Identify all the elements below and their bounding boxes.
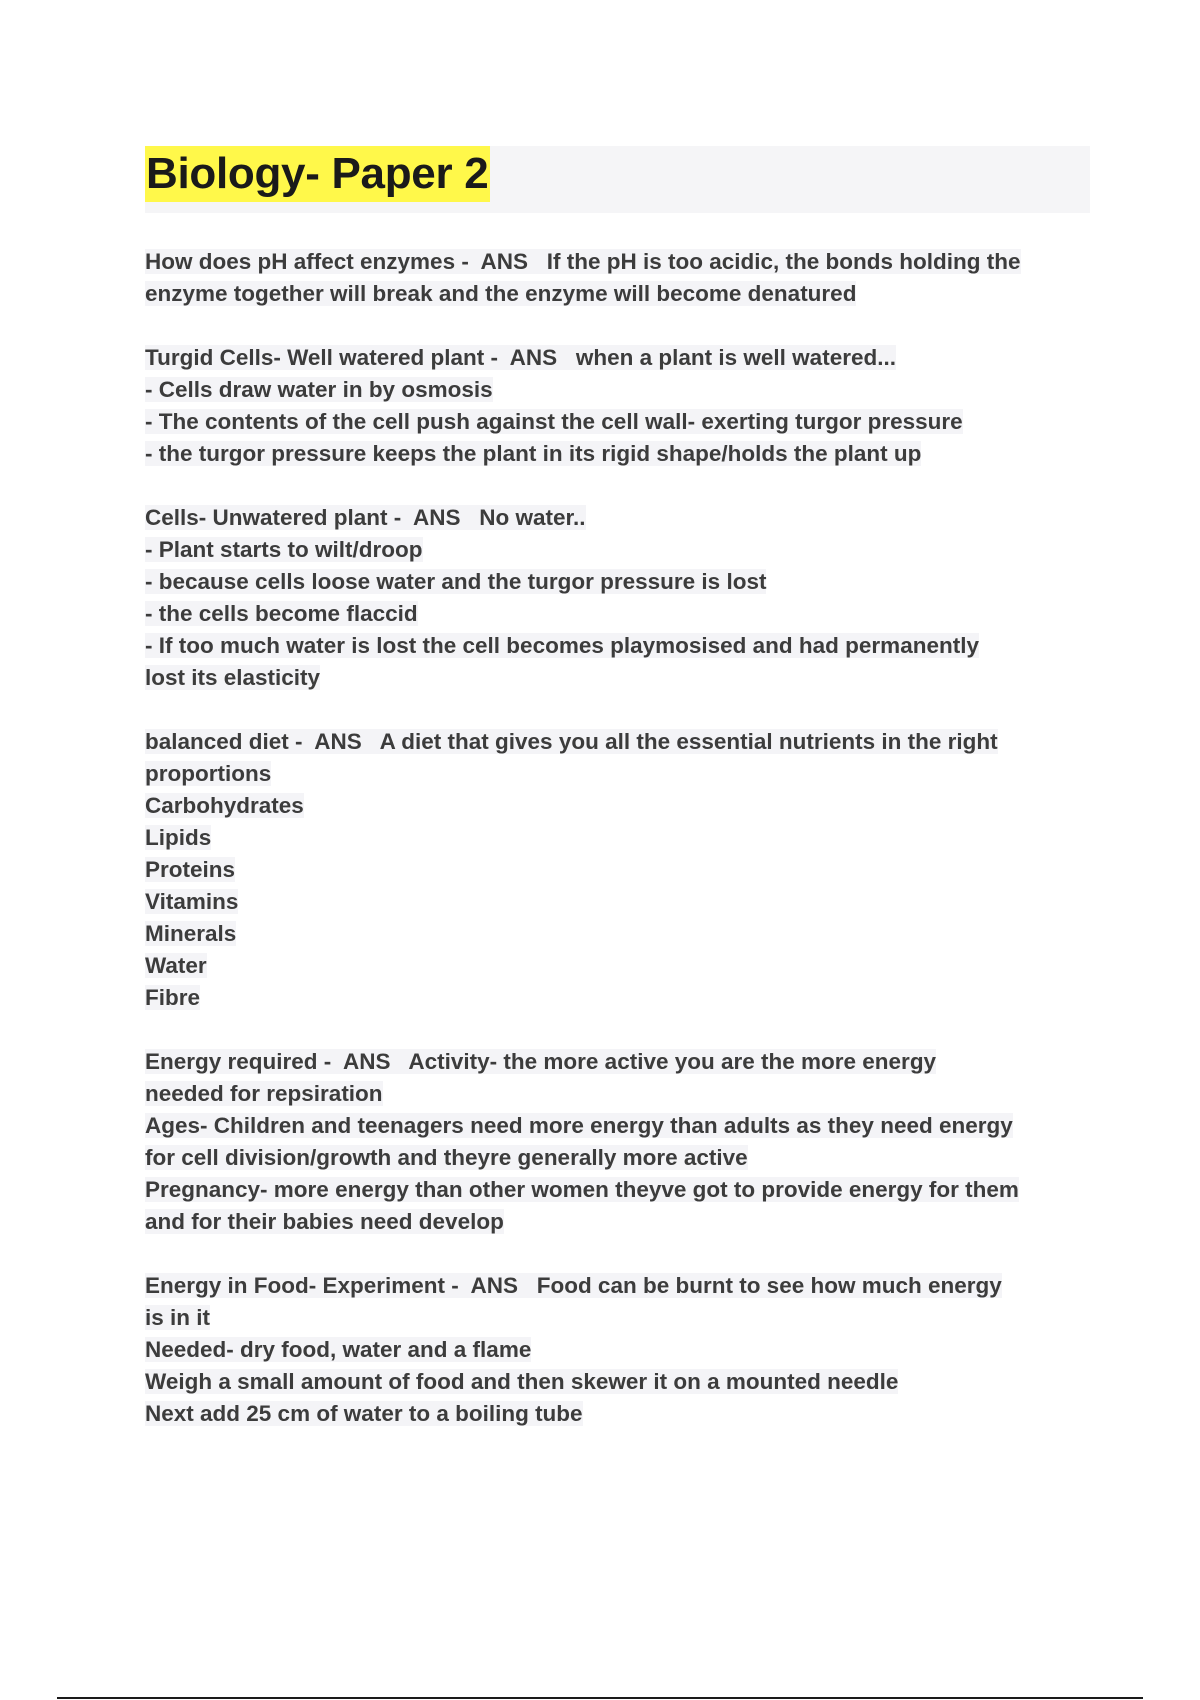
qa-line: balanced diet - ANS A diet that gives you all the essential nutrients in the right	[145, 729, 998, 754]
page-title: Biology- Paper 2	[145, 146, 490, 202]
qa-line: Minerals	[145, 921, 237, 946]
qa-line: Water	[145, 953, 207, 978]
qa-line: Cells- Unwatered plant - ANS No water..	[145, 505, 586, 530]
qa-line: How does pH affect enzymes - ANS If the pH is too acidic, the bonds holding the	[145, 249, 1021, 274]
page-bottom-rule	[57, 1697, 1143, 1699]
qa-line: Next add 25 cm of water to a boiling tube	[145, 1401, 583, 1426]
qa-block	[145, 342, 1095, 470]
qa-line: - Plant starts to wilt/droop	[145, 537, 423, 562]
qa-line: Energy in Food- Experiment - ANS Food can be burnt to see how much energy	[145, 1273, 1002, 1298]
qa-line: Proteins	[145, 857, 236, 882]
qa-line: for cell division/growth and theyre generally more active	[145, 1145, 748, 1170]
qa-line: proportions	[145, 761, 272, 786]
qa-line: - because cells loose water and the turgor pressure is lost	[145, 569, 767, 594]
qa-line: - the turgor pressure keeps the plant in its rigid shape/holds the plant up	[145, 441, 922, 466]
qa-line: Energy required - ANS Activity- the more active you are the more energy	[145, 1049, 937, 1074]
qa-block	[145, 502, 1095, 694]
qa-line: Carbohydrates	[145, 793, 304, 818]
qa-line: Lipids	[145, 825, 212, 850]
qa-line: Ages- Children and teenagers need more energy than adults as they need energy	[145, 1113, 1013, 1138]
qa-line: - If too much water is lost the cell becomes playmosised and had permanently	[145, 633, 979, 658]
qa-content	[145, 246, 1095, 1462]
qa-line: lost its elasticity	[145, 665, 321, 690]
qa-line: and for their babies need develop	[145, 1209, 504, 1234]
qa-line: - Cells draw water in by osmosis	[145, 377, 493, 402]
qa-line: needed for repsiration	[145, 1081, 383, 1106]
qa-line: Vitamins	[145, 889, 239, 914]
qa-line: Weigh a small amount of food and then skewer it on a mounted needle	[145, 1369, 899, 1394]
qa-line: is in it	[145, 1305, 211, 1330]
qa-line: enzyme together will break and the enzyme will become denatured	[145, 281, 857, 306]
qa-block	[145, 1046, 1095, 1238]
qa-line: Needed- dry food, water and a flame	[145, 1337, 532, 1362]
qa-block	[145, 726, 1095, 1014]
qa-block	[145, 1270, 1095, 1430]
qa-line: Fibre	[145, 985, 201, 1010]
qa-block	[145, 246, 1095, 310]
qa-line: Turgid Cells- Well watered plant - ANS when a plant is well watered...	[145, 345, 896, 370]
qa-line: - The contents of the cell push against the cell wall- exerting turgor pressure	[145, 409, 963, 434]
qa-line: Pregnancy- more energy than other women theyve got to provide energy for them	[145, 1177, 1019, 1202]
qa-line: - the cells become flaccid	[145, 601, 418, 626]
